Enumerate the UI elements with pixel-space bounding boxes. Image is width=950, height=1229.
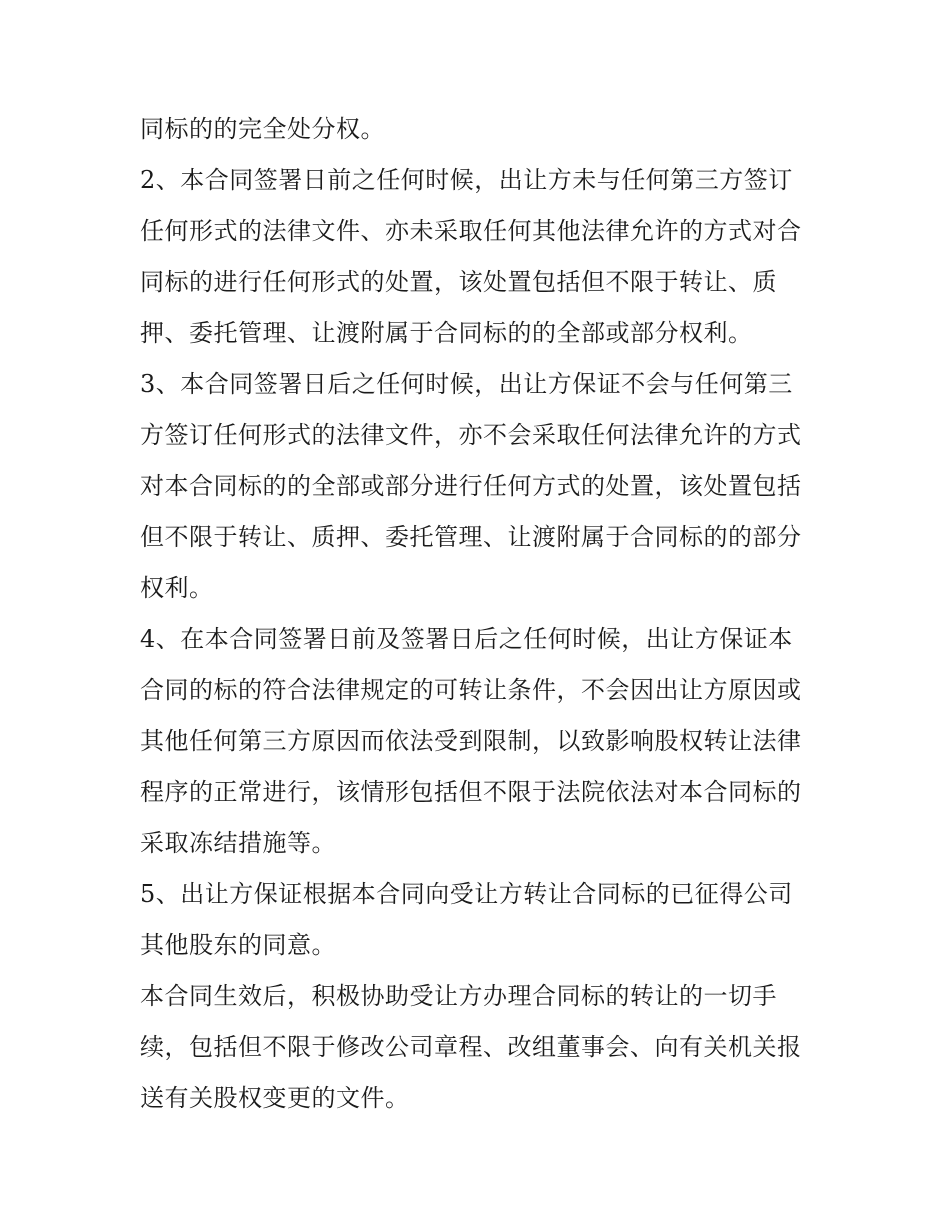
- text-line: 本合同生效后，积极协助受让方办理合同标的转让的一切手: [140, 982, 777, 1010]
- text-line: 对本合同标的的全部或部分进行任何方式的处置，该处置包括: [140, 472, 802, 500]
- text-line: 同标的进行任何形式的处置，该处置包括但不限于转让、质: [140, 268, 777, 296]
- text-line: 程序的正常进行，该情形包括但不限于法院依法对本合同标的: [140, 778, 802, 806]
- text-line: 采取冻结措施等。: [140, 829, 336, 857]
- text-line: 合同的标的符合法律规定的可转让条件，不会因出让方原因或: [140, 676, 802, 704]
- text-line: 同标的的完全处分权。: [140, 115, 385, 143]
- text-line: 但不限于转让、质押、委托管理、让渡附属于合同标的的部分: [140, 523, 802, 551]
- text-line: 5、出让方保证根据本合同向受让方转让合同标的已征得公司: [140, 880, 793, 908]
- text-line: 2、本合同签署日前之任何时候，出让方未与任何第三方签订: [140, 166, 793, 194]
- text-line: 续，包括但不限于修改公司章程、改组董事会、向有关机关报: [140, 1033, 802, 1061]
- document-body: [140, 104, 820, 1124]
- text-line: 其他股东的同意。: [140, 931, 336, 959]
- text-line: 其他任何第三方原因而依法受到限制，以致影响股权转让法律: [140, 727, 802, 755]
- text-line: 3、本合同签署日后之任何时候，出让方保证不会与任何第三: [140, 370, 793, 398]
- text-line: 送有关股权变更的文件。: [140, 1084, 410, 1112]
- text-line: 4、在本合同签署日前及签署日后之任何时候，出让方保证本: [140, 625, 793, 653]
- text-line: 押、委托管理、让渡附属于合同标的的全部或部分权利。: [140, 319, 753, 347]
- text-line: 方签订任何形式的法律文件，亦不会采取任何法律允许的方式: [140, 421, 802, 449]
- text-line: 权利。: [140, 574, 214, 602]
- text-line: 任何形式的法律文件、亦未采取任何其他法律允许的方式对合: [140, 217, 802, 245]
